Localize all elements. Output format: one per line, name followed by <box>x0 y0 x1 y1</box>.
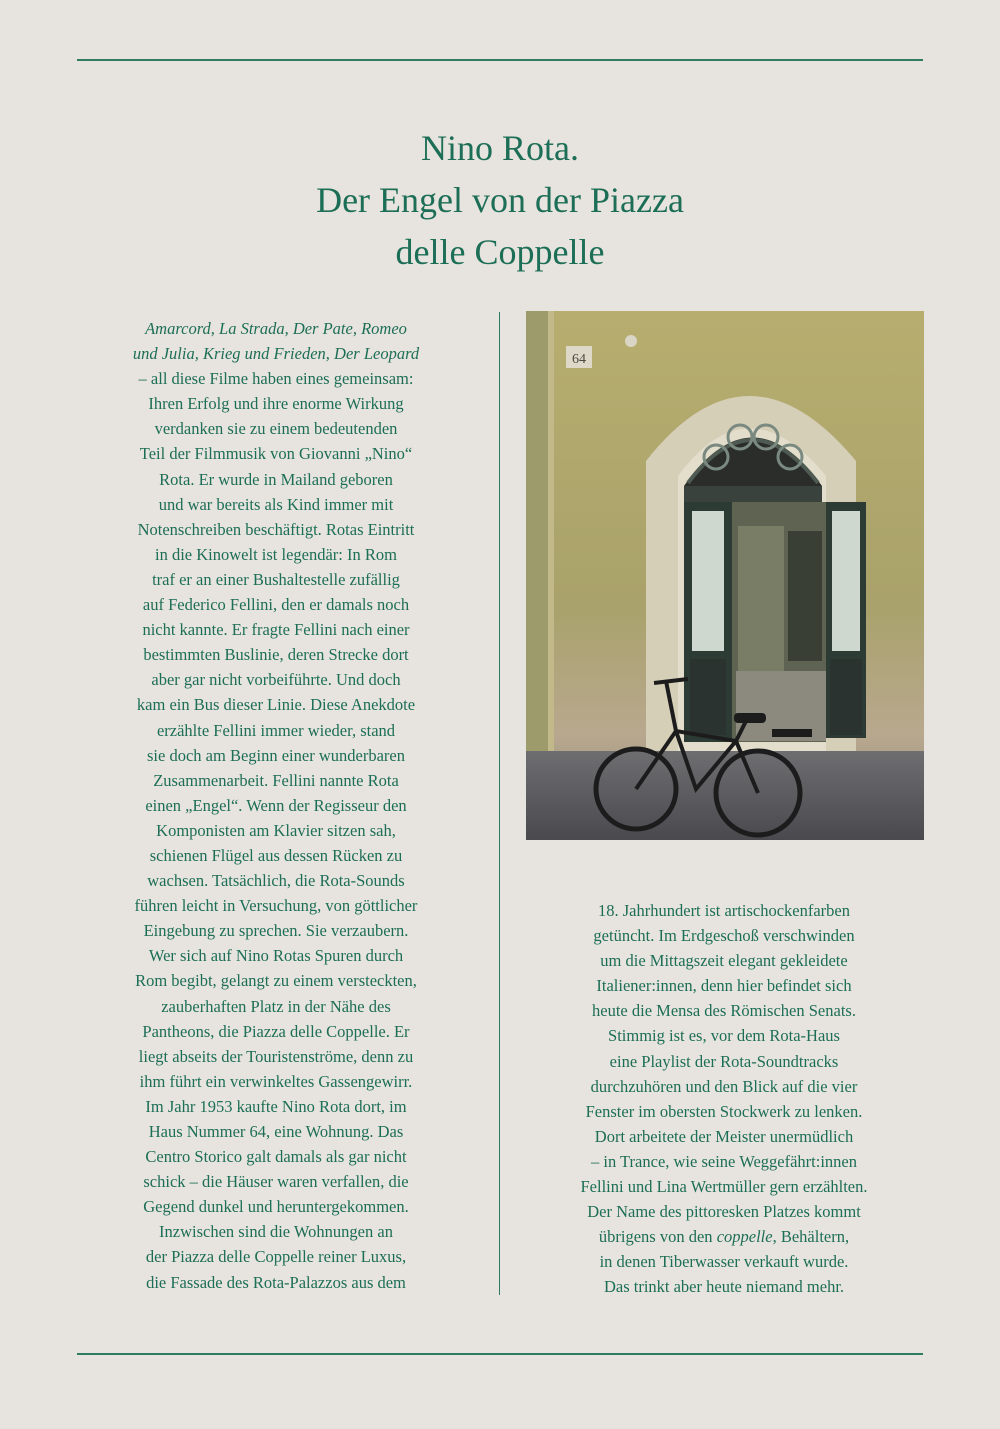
title-line-1: Nino Rota. <box>421 128 579 168</box>
text-line: und Julia, Krieg und Frieden, Der Leopard <box>132 344 420 364</box>
text-line: Dort arbeitete der Meister unermüdlich <box>594 1126 854 1146</box>
text-line: Wer sich auf Nino Rotas Spuren durch <box>148 946 404 966</box>
text-line: eine Playlist der Rota-Soundtracks <box>609 1051 839 1071</box>
text-line: Teil der Filmmusik von Giovanni „Nino“ <box>139 444 413 464</box>
text-line: um die Mittagszeit elegant gekleidete <box>600 951 848 971</box>
text-line: Eingebung zu sprechen. Sie verzaubern. <box>143 921 409 941</box>
text-line: und war bereits als Kind immer mit <box>158 494 394 514</box>
text-line: Gegend dunkel und heruntergekommen. <box>143 1197 409 1217</box>
bottom-rule <box>77 1353 923 1355</box>
text-line: Centro Storico galt damals als gar nicht <box>145 1147 407 1167</box>
text-line: nicht kannte. Er fragte Fellini nach einer <box>142 620 410 640</box>
text-line: bestimmten Buslinie, deren Strecke dort <box>143 645 409 665</box>
text-line: der Piazza delle Coppelle reiner Luxus, <box>145 1247 407 1267</box>
text-line: Ihren Erfolg und ihre enorme Wirkung <box>148 394 404 414</box>
page-title <box>0 122 1000 278</box>
text-line: traf er an einer Bushaltestelle zufällig <box>152 569 400 589</box>
text-line: Stimmig ist es, vor dem Rota-Haus <box>608 1026 840 1046</box>
text-line: Inzwischen sind die Wohnungen an <box>159 1222 393 1242</box>
text-line: in denen Tiberwasser verkauft wurde. <box>599 1252 849 1272</box>
column-divider <box>499 312 500 1295</box>
text-line: durchzuhören und den Blick auf die vier <box>590 1076 858 1096</box>
text-line: Pantheons, die Piazza delle Coppelle. Er <box>142 1021 410 1041</box>
text-line: Komponisten am Klavier sitzen sah, <box>156 820 396 840</box>
text-line: getüncht. Im Erdgeschoß verschwinden <box>593 926 855 946</box>
text-line: Im Jahr 1953 kaufte Nino Rota dort, im <box>145 1096 407 1116</box>
text-line: Zusammenarbeit. Fellini nannte Rota <box>153 770 399 790</box>
text-line: die Fassade des Rota-Palazzos aus dem <box>146 1272 406 1292</box>
text-line: 18. Jahrhundert ist artischockenfarben <box>598 901 850 920</box>
text-line: führen leicht in Versuchung, von göttlicher <box>134 896 418 916</box>
text-line: liegt abseits der Touristenströme, denn zu <box>138 1046 414 1066</box>
photo-doorway-bicycle <box>526 311 924 840</box>
text-line: sie doch am Beginn einer wunderbaren <box>147 745 405 765</box>
text-line: schick – die Häuser waren verfallen, die <box>143 1172 409 1192</box>
text-line: Haus Nummer 64, eine Wohnung. Das <box>148 1122 404 1141</box>
text-line: erzählte Fellini immer wieder, stand <box>156 720 396 740</box>
title-line-3: delle Coppelle <box>395 232 605 272</box>
text-line: Der Name des pittoresken Platzes kommt <box>587 1202 861 1222</box>
text-line: Amarcord, La Strada, Der Pate, Romeo <box>145 319 407 338</box>
text-line: Das trinkt aber heute niemand mehr. <box>603 1277 845 1297</box>
text-line: einen „Engel“. Wenn der Regisseur den <box>145 795 407 815</box>
text-line: wachsen. Tatsächlich, die Rota-Sounds <box>147 871 405 891</box>
text-line: auf Federico Fellini, den er damals noch <box>142 595 410 615</box>
text-line: Rota. Er wurde in Mailand geboren <box>159 469 393 489</box>
text-line: – in Trance, wie seine Weggefährt:innen <box>591 1151 857 1171</box>
text-line: Italiener:innen, denn hier befindet sich <box>596 976 852 996</box>
text-line: in die Kinowelt ist legendär: In Rom <box>155 544 397 564</box>
text-line: Rom begibt, gelangt zu einem versteckten, <box>135 971 417 991</box>
text-line: zauberhaften Platz in der Nähe des <box>161 996 391 1016</box>
text-line: Fenster im obersten Stockwerk zu lenken. <box>585 1101 863 1121</box>
text-line: heute die Mensa des Römischen Senats. <box>592 1001 856 1021</box>
text-line: ihm führt ein verwinkeltes Gassengewirr. <box>139 1071 413 1091</box>
text-line: schienen Flügel aus dessen Rücken zu <box>149 845 403 865</box>
text-line: kam ein Bus dieser Linie. Diese Anekdote <box>136 695 416 715</box>
text-line: aber gar nicht vorbeiführte. Und doch <box>151 670 401 690</box>
text-line: Notenschreiben beschäftigt. Rotas Eintritt <box>137 519 415 539</box>
text-line: Fellini und Lina Wertmüller gern erzählten. <box>580 1177 868 1197</box>
house-number-sign: 64 <box>572 352 586 367</box>
title-line-2: Der Engel von der Piazza <box>316 180 684 220</box>
article-left-column <box>100 316 452 1295</box>
article-right-column <box>548 898 900 1300</box>
text-line: übrigens von den coppelle, Behältern, <box>598 1227 850 1247</box>
top-rule <box>77 59 923 61</box>
text-line: – all diese Filme haben eines gemeinsam: <box>138 369 414 389</box>
text-line: verdanken sie zu einem bedeutenden <box>154 419 398 439</box>
